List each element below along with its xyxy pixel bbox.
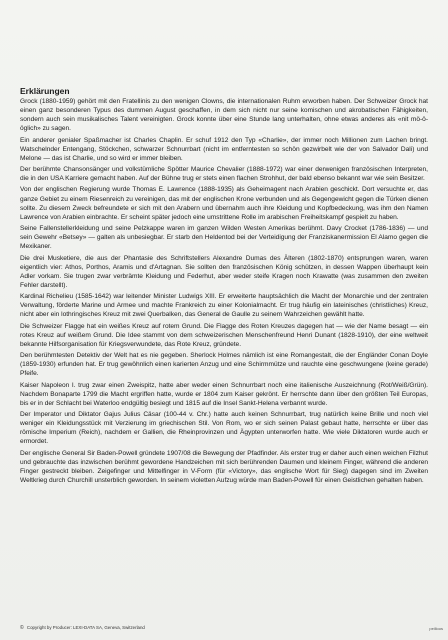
paragraph-chevalier: Der berühmte Chansonsänger und volkstümliche Spötter Maurice Chevalier (1888-1972) war einer derwenigen französischen Interpreten, die in den USA Karriere gemacht haben. Auf der Bühne trug er stets einen flachen Strohhut, der bald ebenso bekannt war wie sein Besitzer.	[20, 166, 428, 183]
copyright-footer	[20, 625, 145, 631]
paragraph-napoleon: Kaiser Napoleon I. trug zwar einen Zweispitz, hatte aber weder einen Schnurrbart noch eine italienische Auszeichnung (Rot/Weiß/Grün). Nachdem Bonaparte 1799 die Macht ergriffen hatte, wurde er 1804 zum Kaiser gekrönt. Er herrschte dann über den größten Teil Europas, bis er in der Schlacht bei Waterloo endgültig besiegt und 1815 auf die Insel Sankt-Helena verbannt wurde.	[20, 381, 428, 407]
paragraph-chaplin: Ein anderer genialer Spaßmacher ist Charles Chaplin. Er schuf 1912 den Typ «Charlie», der immer noch Millionen zum Lachen bringt. Watschelnder Entengang, Stöckchen, schwarzer Schnurrbart (nicht im entferntesten so schön gezwirbelt wie der von Salvador Dali) und Melone — das ist Charlie, und so wird er immer bleiben.	[20, 136, 428, 162]
section-heading: Erklärungen	[20, 86, 70, 96]
paragraph-sherlock: Den berühmtesten Detektiv der Welt hat es nie gegeben. Sherlock Holmes nämlich ist eine Romangestalt, die der Engländer Conan Doyle (1859-1930) erfunden hat. Er trug gewöhnlich einen karierten Anzug und eine Schirmmütze und rauchte eine geschwungene (keine gerade) Pfeife.	[20, 352, 428, 378]
paragraph-baden-powell: Der englische General Sir Baden-Powell gründete 1907/08 die Bewegung der Pfadfinder. Als erster trug er daher auch einen weichen Filzhut und gebrauchte das inzwischen berühmt gewordene Handzeichen mit sich berührenden Daumen und kleinem Finger, während die anderen Finger gestreckt bleiben. Zeigefinger und Mittelfinger in V-Form (für «Victory», das englische Wort für Sieg) dagegen sind im Zweiten Weltkrieg durch Churchill unsterblich geworden. In seinem violetten Aufzug würde man Baden-Powell für einen Geistlichen gehalten haben.	[20, 449, 428, 485]
paragraph-caesar: Der Imperator und Diktator Gajus Julius Cäsar (100-44 v. Chr.) hatte auch keinen Schnurrbart, trug natürlich keine Brille und noch viel weniger ein Kleidungsstück mit Verzierung im griechischen Stil. Von Rom, wo er sich seinen Palast gebaut hatte, herrschte er über das römische Imperium (Reich), nachdem er Gallien, die Rheinprovinzen und Ägypten unterworfen hatte. Wie viele Diktatoren wurde auch er ermordet.	[20, 411, 428, 446]
paragraph-musketeers: Die drei Musketiere, die aus der Phantasie des Schriftstellers Alexandre Dumas des Älteren (1802-1870) entsprungen waren, waren eigentlich vier: Athos, Porthos, Aramis und d'Artagnan. Sie sollten den französischen König schützen, in dessen Wappen überhaupt kein Adler vorkam. Sie trugen zwar verbrämte Kleidung und Federhut, aber weder steife Kragen noch Krawatte (was zusammen den zweiten Fehler darstellt).	[20, 254, 428, 289]
copyright-symbol: ©	[20, 625, 24, 631]
paragraph-lawrence: Von der englischen Regierung wurde Thomas E. Lawrence (1888-1935) als Geheimagent nach Arabien geschickt. Dort versuchte er, das ganze Gebiet zu einem Riesenreich zu vereinigen, das mit der englischen Krone verbunden und als Gegengewicht gegen die Türken dienen sollte. Zu diesem Zweck befreundete er sich mit den Arabern und übernahm auch ihre Kleidung und Kopfbedeckung, was ihm den Namen Lawrence von Arabien einbrachte. Er scheint später jedoch eine umstrittene Rolle im arabischen Freiheitskampf gespielt zu haben.	[20, 186, 428, 221]
explanations-section	[20, 86, 428, 487]
paragraph-richelieu: Kardinal Richelieu (1585-1642) war leitender Minister Ludwigs XIII. Er erweiterte hauptsächlich die Macht der Monarchie und der zentralen Verwaltung, förderte Marine und Armee und machte Frankreich zu einer Kolonialmacht. Er trug häufig ein lateinisches (christliches) Kreuz, nicht aber ein lothringisches Kreuz mit zwei Querbalken, das General de Gaulle zu seinem Wahrzeichen gewählt hatte.	[20, 293, 428, 319]
paragraph-red-cross: Die Schweizer Flagge hat ein weißes Kreuz auf rotem Grund. Die Flagge des Roten Kreuzes dagegen hat — wie der Name besagt — ein rotes Kreuz auf weißem Grund. Die Idee stammt von dem schweizerischen Menschenfreund Henri Dunant (1828-1910), der eine weltweit bekannte Hilfsorganisation für Kriegsverwundete, das Rote Kreuz, gründete.	[20, 322, 428, 348]
page-code: peilloos	[429, 626, 443, 631]
paragraph-grock: Grock (1880-1959) gehört mit den Fratellinis zu den wenigen Clowns, die internationalen Ruhm erworben haben. Der Schweizer Grock hat einen ganz besonderen Typus des dummen August geschaffen, in dem sich nicht nur seine komischen und akrobatischen Fähigkeiten, sondern auch sein musikalisches Talent vereinigten. Grock konnte über eine Stunde lang unterhalten, ohne etwas anderes als «nit mö-ö-öglich» zu sagen.	[20, 98, 428, 133]
copyright-text: Copyright by Producer: LEXI-DATA SA, Geneva, Switzerland	[26, 625, 145, 630]
paragraph-crocket: Seine Fallenstellerkleidung und seine Pelzkappe waren im ganzen Wilden Westen Amerikas berühmt. Davy Crocket (1786-1836) — und sein Gewehr «Betsey» — galten als unbesiegbar. Er starb den Heldentod bei der Verteidigung der Franziskanermission El Alamo gegen die Mexikaner.	[20, 225, 428, 251]
